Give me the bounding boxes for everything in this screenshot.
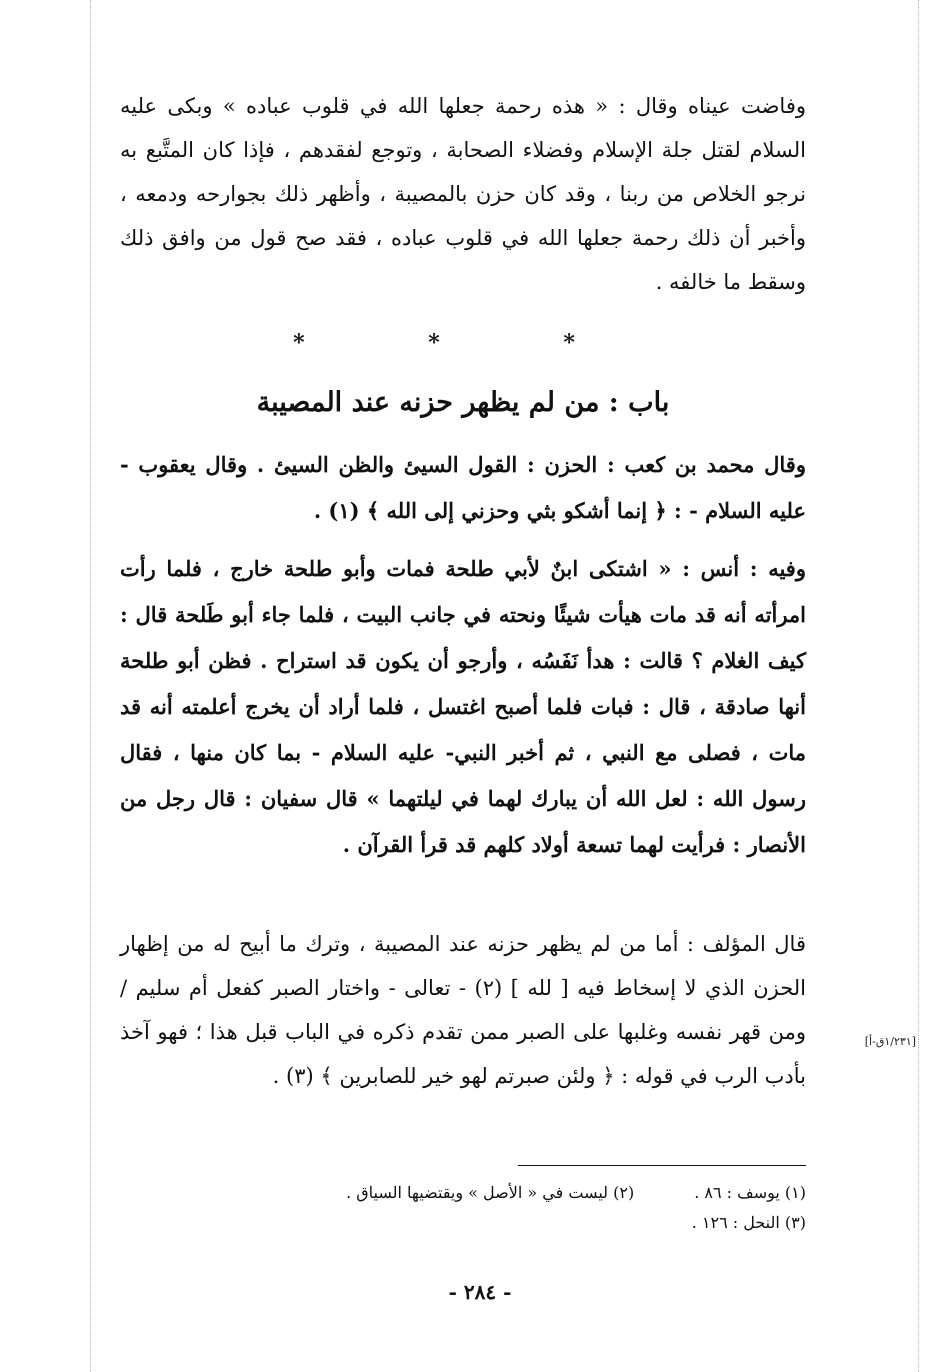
footnote-divider [518, 1165, 806, 1166]
chapter-heading: باب : من لم يظهر حزنه عند المصيبة [256, 387, 670, 418]
manuscript-margin-note: [١/٢٣١ق-أ] [864, 1035, 916, 1048]
hadith-paragraph: وفيه : أنس : « اشتكى ابنٌ لأبي طلحة فمات وأبو طلحة خارج ، فلما رأت امرأته أنه قد مات هيأت شيئًا ونحته في جانب البيت ، فلما جاء أبو طَلحة قال : كيف الغلام ؟ قالت : هدأ نَفَسُه ، وأرجو أن يكون قد استراح . فظن أبو طلحة أنها صادقة ، قال : فبات فلما أصبح اغتسل ، فلما أراد أن يخرج أعلمته أنه قد مات ، فصلى مع النبي ، ثم أخبر النبي- عليه السلام - بما كان منها ، فقال رسول الله : لعل الله أن يبارك لهما في ليلتهما » قال سفيان : قال رجل من الأنصار : فرأيت لهما تسعة أولاد كلهم قد قرأ القرآن . [120, 556, 806, 857]
author-paragraph: قال المؤلف : أما من لم يظهر حزنه عند المصيبة ، وترك ما أبيح له من إظهار الحزن الذي لا إسخاط فيه [ لله ] (٢) - تعالى - واختار الصبر كفعل أم سليم / ومن قهر نفسه وغلبها على الصبر ممن تقدم ذكره في الباب قبل هذا ؛ فهو آخذ بأدب الرب في قوله : ﴿ ولئن صبرتم لهو خير للصابرين ﴾ (٣) . [120, 932, 806, 1088]
footnote-row-2 [160, 1208, 806, 1238]
footnote-row-1 [160, 1178, 806, 1208]
quote-paragraph-block [120, 442, 806, 534]
footnote-3: (٣) النحل : ١٢٦ . [691, 1213, 806, 1232]
footnotes [160, 1178, 806, 1238]
page-number: - ٢٨٤ - [448, 1280, 512, 1304]
footnote-2: (٢) ليست في « الأصل » ويقتضيها السياق . [346, 1183, 635, 1202]
footnote-1: (١) يوسف : ٨٦ . [694, 1183, 806, 1202]
author-paragraph-block [120, 922, 806, 1098]
opening-paragraph: وفاضت عيناه وقال : « هذه رحمة جعلها الله في قلوب عباده » وبكى عليه السلام لقتل جلة الإسلام وفضلاء الصحابة ، وتوجع لفقدهم ، فإذا كان المتَّبع به نرجو الخلاص من ربنا ، وقد كان حزن بالمصيبة ، وأظهر ذلك بجوارحه ودمعه ، وأخبر أن ذلك رحمة جعلها الله في قلوب عباده ، فقد صح قول من وافق ذلك وسقط ما خالفه . [120, 94, 806, 294]
hadith-paragraph-block [120, 546, 806, 868]
opening-paragraph-block [120, 84, 806, 304]
page-edge-left [90, 0, 91, 1372]
page-edge-right [918, 0, 919, 1372]
section-separator: * * * [293, 330, 633, 356]
quote-paragraph: وقال محمد بن كعب : الحزن : القول السيئ والظن السيئ . وقال يعقوب - عليه السلام - : ﴿ إنما أشكو بثي وحزني إلى الله ﴾ (١) . [120, 452, 806, 523]
